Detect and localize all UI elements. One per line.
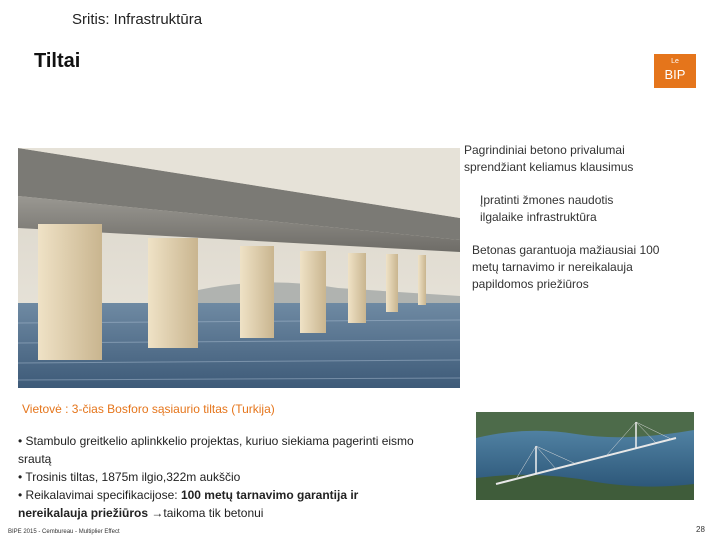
sector-label: Sritis: Infrastruktūra: [72, 11, 203, 28]
footer-source: BIPE 2015 - Cembureau - Multiplier Effect: [8, 529, 120, 535]
benefit-point-1: Įpratinti žmones naudotis ilgalaike infrastruktūra: [480, 193, 614, 224]
benefits-heading: Pagrindiniai betono privalumai sprendžiant keliamus klausimus: [464, 143, 634, 174]
bridge-photo: [18, 148, 460, 388]
aerial-bridge-photo: [476, 412, 694, 500]
benefit-point-2: Betonas garantuoja mažiausiai 100 metų tarnavimo ir nereikalauja papildomos priežiūros: [472, 243, 660, 291]
logo-big-text: BIP: [664, 67, 686, 82]
bullet-2: • Trosinis tiltas, 1875m ilgio,322m aukščio: [18, 470, 241, 484]
bullet-3-bold: 100 metų tarnavimo garantija ir nereikalauja priežiūros: [18, 488, 359, 520]
page-title: Tiltai: [34, 50, 81, 72]
page-number: 28: [696, 525, 705, 534]
location-caption: Vietovė : 3-čias Bosforo sąsiaurio tiltas (Turkija): [22, 402, 275, 416]
bip-logo: [654, 54, 696, 88]
logo-small-text: Le: [671, 58, 679, 65]
bullet-3-suffix: →taikoma tik betonui: [148, 506, 264, 520]
project-bullets: [18, 432, 426, 522]
bullet-3: [18, 486, 426, 522]
bullet-3-prefix: • Reikalavimai specifikacijose:: [18, 488, 181, 502]
bullet-1: • Stambulo greitkelio aplinkkelio projektas, kuriuo siekiama pagerinti eismo srautą: [18, 434, 414, 466]
